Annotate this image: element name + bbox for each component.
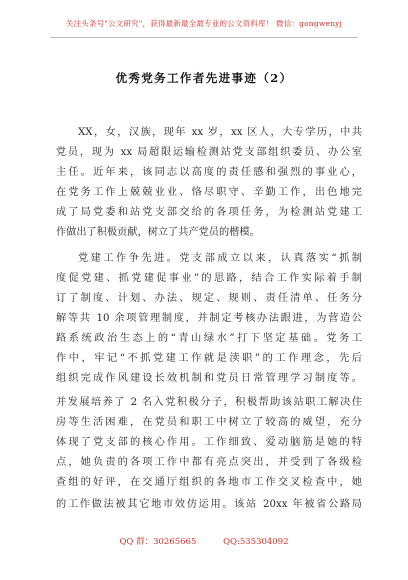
text-line: 查组的好评，在交通厅组织的各地市工作交叉检查中，她 <box>56 477 362 488</box>
text-line: 主任。近年来，该同志以高度的责任感和强烈的事业心， <box>56 167 362 178</box>
header-banner: 关注头条号"公文研究"，获得最新最全最专业的公文资料库！ 微信：gongwenyj <box>65 19 343 28</box>
header-divider <box>50 37 358 38</box>
text-line: XX，女，汉族，现年 xx 岁，xx 区人，大专学历，中共 <box>78 127 362 138</box>
qq-group-number: QQ 群：30265665 <box>119 537 197 547</box>
text-line: 订了制度、计划、办法、规定、规则、责任清单、任务分 <box>56 293 362 304</box>
text-line: 解等共 10 余项管理制度，并制定考核办法跟进，为营造公 <box>56 313 362 324</box>
text-line: 路系统政治生态上的“青山绿水”打下坚定基础。党务工 <box>56 333 362 344</box>
text-line: 点，她负责的各项工作中都有亮点突出，并受到了各级检 <box>56 457 362 468</box>
text-line: 成了局党委和站党支部交给的各项任务，为检测站党建工 <box>56 207 362 218</box>
text-line: 党建工作争先进。党支部成立以来，认真落实“抓制 <box>78 253 362 264</box>
text-line: 在党务工作上兢兢业业、恪尽职守、辛勤工作，出色地完 <box>56 187 362 198</box>
text-line: 体现了党支部的核心作用。工作细致、爱动脑筋是她的特 <box>56 437 362 448</box>
qq-number: QQ:535304092 <box>223 537 289 547</box>
text-line: 党员，现为 xx 局超限运输检测站党支部组织委员、办公室 <box>56 147 362 158</box>
document-title: 优秀党务工作者先进事迹（2） <box>115 71 293 85</box>
text-line: 组织完成作风建设长效机制和党员日常管理学习制度等。 <box>56 373 362 384</box>
text-line: 度促党建、抓党建促事业”的思路，结合工作实际着手制 <box>56 273 362 284</box>
text-line: 的工作做法被其它地市效仿运用。该站 20xx 年被省公路局 <box>56 499 362 510</box>
text-line: 房等生活困难，在党员和职工中树立了较高的威望，充分 <box>56 417 362 428</box>
text-line: 作做出了积极贡献，树立了共产党员的楷模。 <box>56 227 260 238</box>
footer-contacts <box>0 535 408 547</box>
text-line: 作中，牢记“不抓党建工作就是渎职”的工作理念，先后 <box>56 353 362 364</box>
text-line: 并发展培养了 2 名入党积极分子，积极帮助该站职工解决住 <box>56 397 362 408</box>
